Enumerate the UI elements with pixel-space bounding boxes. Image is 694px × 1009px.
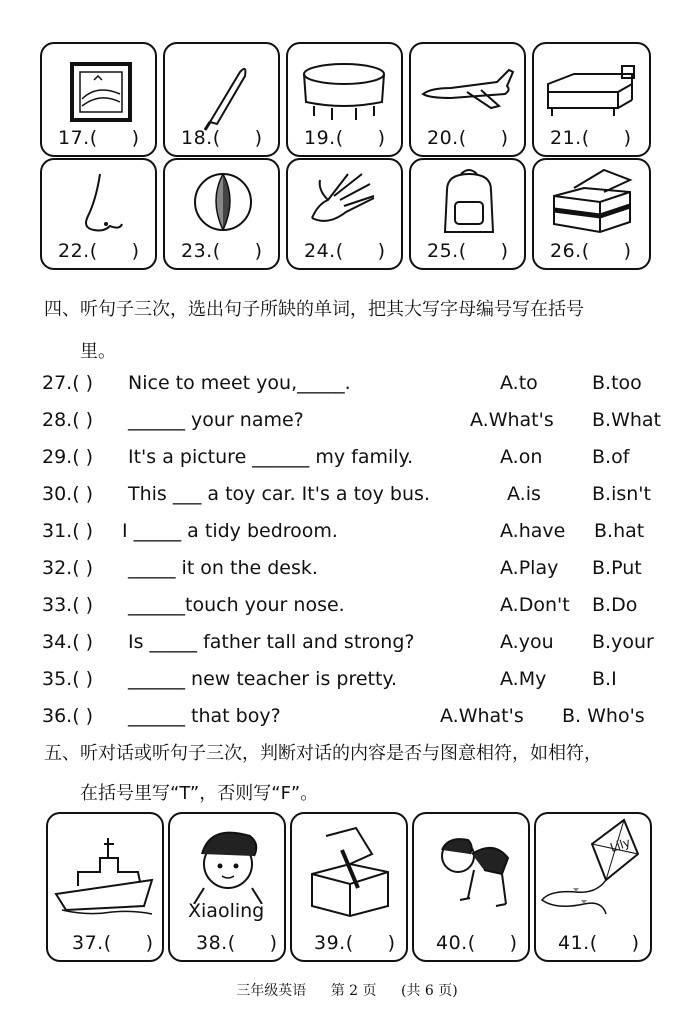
question-stem: Is _____ father tall and strong?: [128, 631, 415, 653]
picture-card-24: [286, 158, 403, 270]
answer-slot-33[interactable]: 33.( ): [42, 594, 94, 616]
option-a: A.have: [500, 520, 566, 542]
option-b: B.isn't: [592, 483, 651, 505]
question-stem: ______ new teacher is pretty.: [128, 668, 397, 690]
answer-slot-30[interactable]: 30.( ): [42, 483, 94, 505]
answer-slot-36[interactable]: 36.( ): [42, 705, 94, 727]
answer-slot-22[interactable]: 22.( ): [58, 240, 140, 262]
option-a: A.on: [500, 446, 543, 468]
option-b: B.your: [592, 631, 654, 653]
option-b: B.What: [592, 409, 661, 431]
answer-slot-40[interactable]: 40.( ): [436, 932, 518, 954]
option-b: B.I: [592, 668, 617, 690]
picture-card-38: [168, 812, 286, 962]
option-b: B.too: [592, 372, 642, 394]
picture-card-39: [290, 812, 408, 962]
answer-slot-24[interactable]: 24.( ): [304, 240, 386, 262]
answer-slot-20[interactable]: 20.( ): [427, 127, 509, 149]
answer-slot-25[interactable]: 25.( ): [427, 240, 509, 262]
option-a: A.Don't: [500, 594, 570, 616]
question-stem: ______ your name?: [128, 409, 304, 431]
question-29: [42, 446, 672, 476]
girl-icon: [170, 814, 284, 904]
pencil-box-icon: [292, 814, 406, 924]
option-b: B.Put: [592, 557, 642, 579]
picture-card-17: [40, 42, 157, 157]
answer-slot-17[interactable]: 17.( ): [58, 127, 140, 149]
question-36: [42, 705, 672, 735]
course-name: 三年级英语: [236, 983, 307, 999]
option-b: B.hat: [594, 520, 645, 542]
option-a: A.What's: [440, 705, 524, 727]
section4-instruction-cont: 里。: [80, 341, 116, 362]
option-b: B.of: [592, 446, 630, 468]
question-32: [42, 557, 672, 587]
question-stem: ______touch your nose.: [128, 594, 345, 616]
answer-slot-21[interactable]: 21.( ): [550, 127, 632, 149]
question-28: [42, 409, 672, 439]
question-stem: It's a picture ______ my family.: [128, 446, 414, 468]
option-b: B. Who's: [562, 705, 645, 727]
answer-slot-32[interactable]: 32.( ): [42, 557, 94, 579]
section4-instruction: 四、听句子三次，选出句子所缺的单词，把其大写字母编号写在括号: [44, 299, 584, 320]
question-30: [42, 483, 672, 513]
answer-slot-28[interactable]: 28.( ): [42, 409, 94, 431]
option-a: A.Play: [500, 557, 559, 579]
answer-slot-19[interactable]: 19.( ): [304, 127, 386, 149]
boy-crouching-icon: [414, 814, 528, 924]
picture-card-25: [409, 158, 526, 270]
question-34: [42, 631, 672, 661]
answer-slot-37[interactable]: 37.( ): [72, 932, 154, 954]
question-35: [42, 668, 672, 698]
question-stem: Nice to meet you,_____.: [128, 372, 351, 394]
picture-card-23: [163, 158, 280, 270]
question-stem: ______ that boy?: [128, 705, 281, 727]
picture-card-18: [163, 42, 280, 157]
answer-slot-35[interactable]: 35.( ): [42, 668, 94, 690]
question-stem: This ___ a toy car. It's a toy bus.: [128, 483, 430, 505]
question-31: [42, 520, 672, 550]
option-a: A.My: [500, 668, 547, 690]
picture-card-21: [532, 42, 651, 157]
girl-name-label: Xiaoling: [188, 900, 265, 922]
option-a: A.to: [500, 372, 538, 394]
picture-card-40: [412, 812, 530, 962]
option-a: A.you: [500, 631, 554, 653]
question-27: [42, 372, 672, 402]
option-a: A.What's: [470, 409, 554, 431]
answer-slot-39[interactable]: 39.( ): [314, 932, 396, 954]
answer-slot-23[interactable]: 23.( ): [181, 240, 263, 262]
page-total: (共 6 页): [400, 983, 458, 999]
picture-card-37: [46, 812, 164, 962]
page-number: 第 2 页: [330, 983, 377, 999]
option-a: A.is: [507, 483, 541, 505]
option-b: B.Do: [592, 594, 638, 616]
answer-slot-26[interactable]: 26.( ): [550, 240, 632, 262]
picture-card-20: [409, 42, 526, 157]
picture-card-19: [286, 42, 403, 157]
answer-slot-34[interactable]: 34.( ): [42, 631, 94, 653]
question-33: [42, 594, 672, 624]
ship-icon: [48, 814, 162, 924]
kite-label: Lily: [608, 835, 633, 855]
picture-card-22: [40, 158, 157, 270]
section5-instruction-cont: 在括号里写“T”，否则写“F”。: [80, 783, 319, 804]
answer-slot-31[interactable]: 31.( ): [42, 520, 94, 542]
kite-icon: [536, 814, 650, 924]
picture-card-41: [534, 812, 652, 962]
answer-slot-18[interactable]: 18.( ): [181, 127, 263, 149]
section5-instruction: 五、听对话或听句子三次，判断对话的内容是否与图意相符，如相符，: [44, 743, 602, 764]
answer-slot-29[interactable]: 29.( ): [42, 446, 94, 468]
answer-slot-38[interactable]: 38.( ): [196, 932, 278, 954]
answer-slot-41[interactable]: 41.( ): [558, 932, 640, 954]
page-footer: [0, 980, 694, 1000]
picture-card-26: [532, 158, 651, 270]
question-stem: _____ it on the desk.: [128, 557, 318, 579]
answer-slot-27[interactable]: 27.( ): [42, 372, 94, 394]
question-stem: I _____ a tidy bedroom.: [122, 520, 338, 542]
